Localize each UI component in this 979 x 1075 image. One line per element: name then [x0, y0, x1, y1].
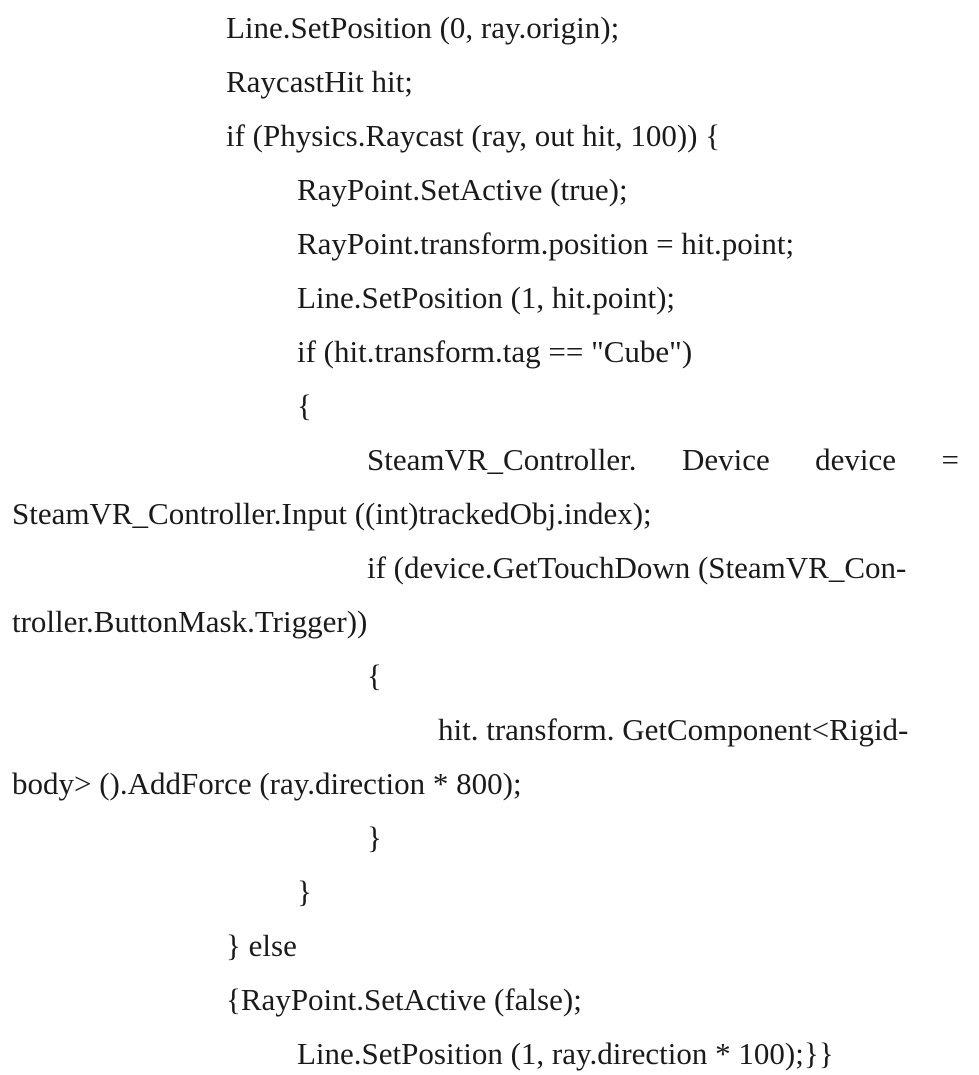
code-line: Line.SetPosition (1, ray.direction * 100);}} — [297, 1036, 834, 1071]
code-line: if (device.GetTouchDown (SteamVR_Con- — [367, 550, 907, 585]
code-token: = — [941, 442, 959, 477]
code-line: RayPoint.SetActive (true); — [297, 172, 628, 207]
code-line: {RayPoint.SetActive (false); — [226, 982, 582, 1017]
code-token: SteamVR_Controller. — [367, 442, 637, 477]
code-line: hit. transform. GetComponent<Rigid- — [438, 712, 909, 747]
code-line: troller.ButtonMask.Trigger)) — [12, 604, 368, 639]
code-line: if (hit.transform.tag == "Cube") — [297, 334, 693, 369]
code-line: Line.SetPosition (1, hit.point); — [297, 280, 676, 315]
code-line: { — [297, 388, 312, 423]
code-line: } — [367, 820, 382, 855]
code-line: body> ().AddForce (ray.direction * 800); — [12, 766, 522, 801]
code-line: { — [367, 658, 382, 693]
code-line: RaycastHit hit; — [226, 64, 413, 99]
code-token: device — [815, 442, 897, 477]
code-line-justified — [367, 440, 959, 480]
code-line: RayPoint.transform.position = hit.point; — [297, 226, 795, 261]
code-line: Line.SetPosition (0, ray.origin); — [226, 10, 620, 45]
code-line: } else — [226, 928, 297, 963]
code-line: } — [297, 874, 312, 909]
code-line: if (Physics.Raycast (ray, out hit, 100)) { — [226, 118, 721, 153]
code-token: Device — [681, 442, 770, 477]
code-line: SteamVR_Controller.Input ((int)trackedObj.index); — [12, 496, 652, 531]
